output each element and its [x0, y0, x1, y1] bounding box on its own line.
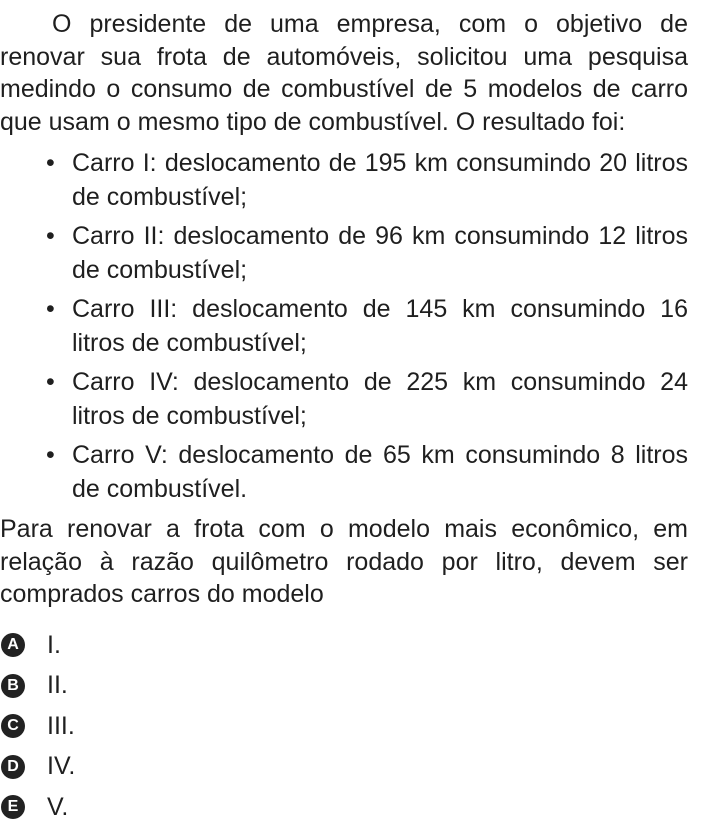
answer-options: [0, 625, 300, 828]
option-b[interactable]: [0, 666, 300, 707]
car-item-4: [0, 365, 688, 433]
option-text: III.: [47, 711, 75, 740]
option-a[interactable]: [0, 625, 300, 666]
car-item-text: Carro II: deslocamento de 96 km consumindo 12 litros de combustível;: [72, 222, 688, 284]
bullet-icon: •: [46, 222, 55, 250]
question-stem: Para renovar a frota com o modelo mais econômico, em relação à razão quilômetro rodado por litro, devem ser comprados carros do modelo: [0, 515, 688, 608]
car-item-text: Carro V: deslocamento de 65 km consumindo 8 litros de combustível.: [72, 441, 688, 503]
bullet-icon: •: [46, 368, 55, 396]
option-c[interactable]: [0, 706, 300, 747]
option-letter-b-icon: B: [1, 674, 25, 698]
car-item-2: [0, 219, 688, 287]
option-letter-a-icon: A: [1, 633, 25, 657]
car-item-3: [0, 292, 688, 360]
car-item-text: Carro IV: deslocamento de 225 km consumindo 24 litros de combustível;: [72, 368, 688, 430]
car-item-text: Carro III: deslocamento de 145 km consumindo 16 litros de combustível;: [72, 295, 688, 357]
option-letter-d-icon: D: [1, 755, 25, 779]
car-item-5: [0, 438, 688, 506]
option-letter-e-icon: E: [1, 795, 25, 819]
option-letter-c-icon: C: [1, 714, 25, 738]
option-text: V.: [47, 792, 69, 821]
intro-paragraph: O presidente de uma empresa, com o objetivo de renovar sua frota de automóveis, solicitou uma pesquisa medindo o consumo de combustível de 5 modelos de carro que usam o mesmo tipo de combustível. O resultado foi:: [0, 10, 688, 136]
car-item-1: [0, 146, 688, 214]
bullet-icon: •: [46, 295, 55, 323]
option-text: I.: [47, 630, 61, 659]
car-list: [0, 146, 688, 511]
option-d[interactable]: [0, 747, 300, 788]
option-text: II.: [47, 671, 68, 700]
option-e[interactable]: [0, 787, 300, 828]
car-item-text: Carro I: deslocamento de 195 km consumindo 20 litros de combustível;: [72, 149, 688, 211]
bullet-icon: •: [46, 441, 55, 469]
option-text: IV.: [47, 752, 76, 781]
bullet-icon: •: [46, 149, 55, 177]
